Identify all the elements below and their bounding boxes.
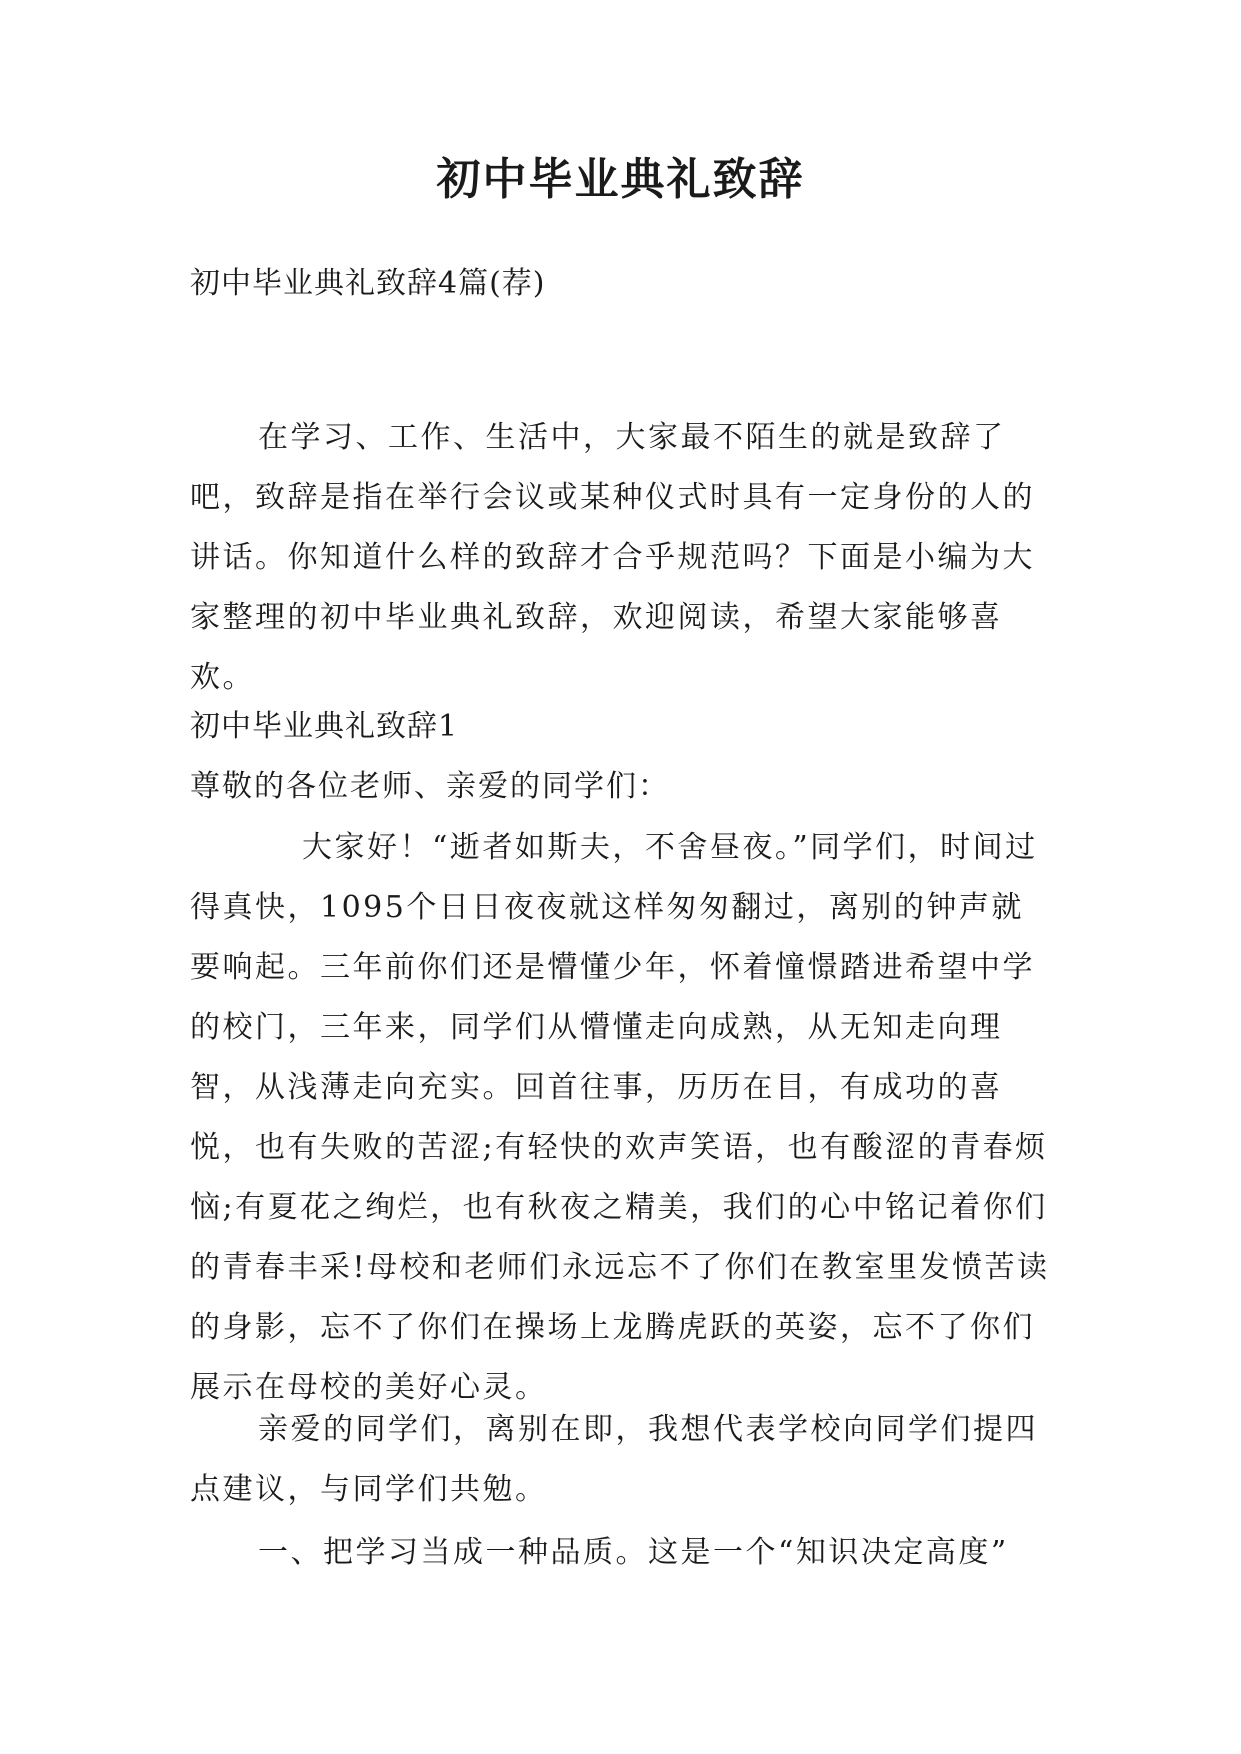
speech-paragraph-2: 亲爱的同学们，离别在即，我想代表学校向同学们提四点建议，与同学们共勉。 — [190, 1412, 1038, 1507]
document-title: 初中毕业典礼致辞 — [436, 154, 805, 205]
speech-paragraph-1: 大家好！“逝者如斯夫，不舍昼夜。”同学们，时间过得真快，1095个日日夜夜就这样匆匆翻过，离别的钟声就要响起。三年前你们还是懵懂少年，怀着憧憬踏进希望中学的校门，三年来，同学们从懵懂走向成熟，从无知走向理智，从浅薄走向充实。回首往事，历历在目，有成功的喜悦，也有失败的苦涩;有轻快的欢声笑语，也有酸涩的青春烦恼;有夏花之绚烂，也有秋夜之精美，我们的心中铭记着你们的青春丰采!母校和老师们永远忘不了你们在教室里发愤苦读的身影，忘不了你们在操场上龙腾虎跃的英姿，忘不了你们展示在母校的美好心灵。 — [190, 830, 1050, 1405]
section-title: 初中毕业典礼致辞1 — [190, 709, 459, 744]
intro-paragraph: 在学习、工作、生活中，大家最不陌生的就是致辞了吧，致辞是指在举行会议或某种仪式时具有一定身份的人的讲话。你知道什么样的致辞才合乎规范吗？下面是小编为大家整理的初中毕业典礼致辞，欢迎阅读，希望大家能够喜欢。 — [190, 420, 1035, 695]
salutation: 尊敬的各位老师、亲爱的同学们： — [190, 769, 670, 804]
speech-paragraph-3: 一、把学习当成一种品质。这是一个“知识决定高度” — [258, 1535, 1009, 1570]
document-subtitle: 初中毕业典礼致辞4篇(荐) — [190, 266, 546, 301]
